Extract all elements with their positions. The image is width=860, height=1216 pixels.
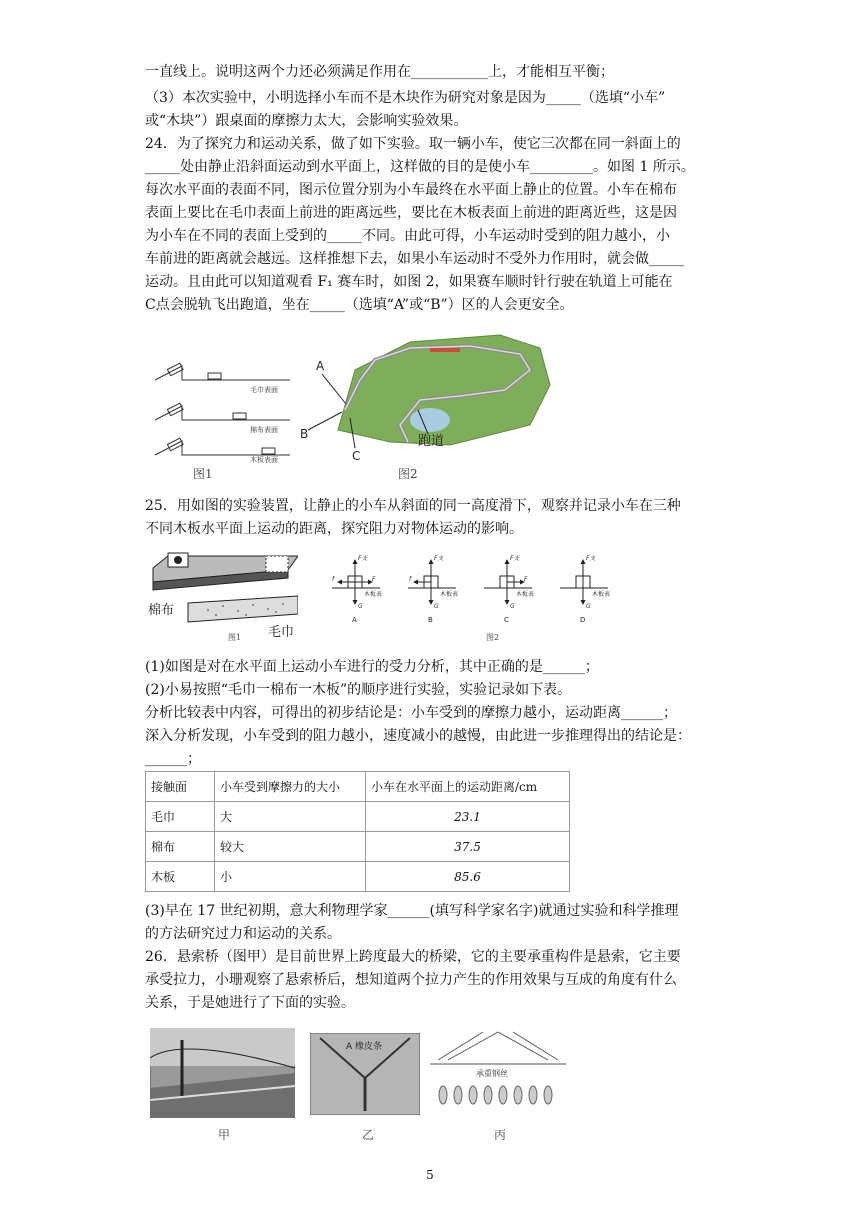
bridge-photo: [150, 1028, 295, 1118]
table-cell: 85.6: [366, 862, 570, 892]
text-line: _____处由静止沿斜面运动到水平面上，这样做的目的是使小车_________。如图 1 所示。: [145, 159, 695, 175]
text-line: 的方法研究过力和运动的关系。: [145, 926, 341, 942]
text-line: 运动。且由此可以知道观看 F₁ 赛车时，如图 2，如果赛车顺时针行驶在轨道上可能在: [145, 274, 673, 290]
option-label: A: [352, 616, 357, 624]
text-line: 关系，于是她进行了下面的实验。: [145, 995, 355, 1011]
cloth-label: 棉布: [148, 603, 175, 618]
f-label: f: [409, 576, 412, 583]
text-line: 深入分析发现，小车受到的阻力越小，速度减小的越慢，由此进一步推理得出的结论是：: [145, 728, 691, 744]
option-label: D: [580, 616, 586, 624]
question-26-line: 26．悬索桥（图甲）是目前世界上跨度最大的桥梁，它的主要承重构件是悬索，它主要: [145, 949, 681, 965]
fn-label: F支: [434, 555, 444, 562]
point-label-c: C: [352, 449, 361, 460]
f-label: f: [332, 576, 335, 583]
text-line: ______；: [145, 751, 201, 767]
fn-label: F支: [510, 555, 520, 562]
text-line: 分析比较表中内容，可得出的初步结论是：小车受到的摩擦力越小，运动距离______；: [145, 705, 677, 721]
table-cell: 23.1: [366, 802, 570, 832]
g-label: G: [434, 603, 439, 610]
table-cell: 棉布: [146, 832, 215, 862]
text-line: （3）本次实验中，小明选择小车而不是木块作为研究对象是因为_____（选填“小车”: [145, 90, 666, 106]
text-line: 车前进的距离就会越远。这样推想下去，如果小车运动时不受外力作用时，就会做_____: [145, 251, 684, 267]
table-header: 小车在水平面上的运动距离/cm: [366, 772, 570, 802]
figure-caption: 图1: [228, 633, 242, 642]
surface-label: 木板表: [516, 591, 535, 598]
F-label: F: [524, 576, 528, 583]
text-line: 为小车在不同的表面上受到的_____不同。由此可得，小车运动时受到的阻力越小，小: [145, 228, 670, 244]
F-label: F: [372, 576, 376, 583]
text-line: 不同木板水平面上运动的距离，探究阻力对物体运动的影响。: [145, 521, 523, 537]
track-label: 跑道: [418, 434, 445, 449]
text-line: 每次水平面的表面不同，图示位置分别为小车最终在水平面上静止的位置。小车在棉布: [145, 182, 677, 198]
text-line: 表面上要比在毛巾表面上前进的距离远些，要比在木板表面上前进的距离近些，这是因: [145, 205, 677, 221]
steel-wire-label: 承重钢丝: [476, 1069, 508, 1078]
g-label: G: [510, 603, 515, 610]
rubber-band-label: A 橡皮条: [346, 1042, 383, 1052]
text-line: 一直线上。说明这两个力还必须满足作用在___________上，才能相互平衡；: [145, 64, 614, 80]
table-header-row: [146, 772, 570, 802]
table-row: [146, 832, 570, 862]
figure-caption: 图1: [193, 467, 213, 481]
force-diagrams: [320, 552, 620, 642]
figure-caption: 甲: [218, 1128, 231, 1142]
fn-label: F支: [586, 555, 596, 562]
text-line: (3)早在 17 世纪初期，意大利物理学家______(填写科学家名字)就通过实验和科学推理: [145, 903, 679, 919]
figure-caption: 乙: [362, 1128, 375, 1142]
table-row: [146, 802, 570, 832]
point-label-b: B: [300, 427, 309, 441]
table-header: 小车受到摩擦力的大小: [215, 772, 366, 802]
table-header: 接触面: [146, 772, 215, 802]
text-line: C点会脱轨飞出跑道，坐在_____（选填“A”或“B”）区的人会更安全。: [145, 297, 574, 313]
rubber-band-photo: [310, 1033, 420, 1115]
figure-caption: 图2: [486, 633, 500, 642]
table-cell: 木板: [146, 862, 215, 892]
option-label: C: [504, 616, 509, 624]
g-label: G: [586, 603, 591, 610]
figure-caption: 图2: [398, 467, 418, 481]
text-line: 或“木块”）跟桌面的摩擦力太大，会影响实验效果。: [145, 113, 468, 129]
race-track-figure: [300, 330, 555, 460]
point-label-a: A: [316, 359, 325, 373]
question-24-line: 24．为了探究力和运动关系，做了如下实验。取一辆小车，使它三次都在同一斜面上的: [145, 136, 681, 152]
text-line: (1)如图是对在水平面上运动小车进行的受力分析，其中正确的是______；: [145, 659, 599, 675]
figure-caption: 丙: [494, 1128, 507, 1142]
question-25-line: 25．用如图的实验装置，让静止的小车从斜面的同一高度滑下，观察并记录小车在三种: [145, 498, 681, 514]
results-table: [145, 771, 570, 892]
table-row: [146, 862, 570, 892]
surface-label: 木板表面: [250, 456, 278, 463]
table-cell: 大: [215, 802, 366, 832]
apparatus-figure: [148, 548, 298, 643]
surface-label: 木板表: [592, 591, 611, 598]
incline-figure: [150, 358, 295, 463]
option-label: B: [428, 616, 433, 624]
table-cell: 较大: [215, 832, 366, 862]
fn-label: F支: [358, 555, 368, 562]
surface-label: 棉布表面: [250, 426, 278, 434]
table-cell: 毛巾: [146, 802, 215, 832]
surface-label: 毛巾表面: [250, 386, 278, 394]
page-number: 5: [426, 1168, 434, 1182]
g-label: G: [358, 603, 363, 610]
surface-label: 木板表: [364, 591, 383, 598]
text-line: (2)小易按照“毛巾一棉布一木板”的顺序进行实验，实验记录如下表。: [145, 682, 572, 698]
table-cell: 37.5: [366, 832, 570, 862]
steel-wire-diagram: [428, 1030, 568, 1115]
text-line: 承受拉力，小珊观察了悬索桥后，想知道两个拉力产生的作用效果与互成的角度有什么: [145, 972, 677, 988]
table-cell: 小: [215, 862, 366, 892]
surface-label: 木板表: [440, 591, 459, 598]
towel-label: 毛巾: [268, 625, 295, 640]
